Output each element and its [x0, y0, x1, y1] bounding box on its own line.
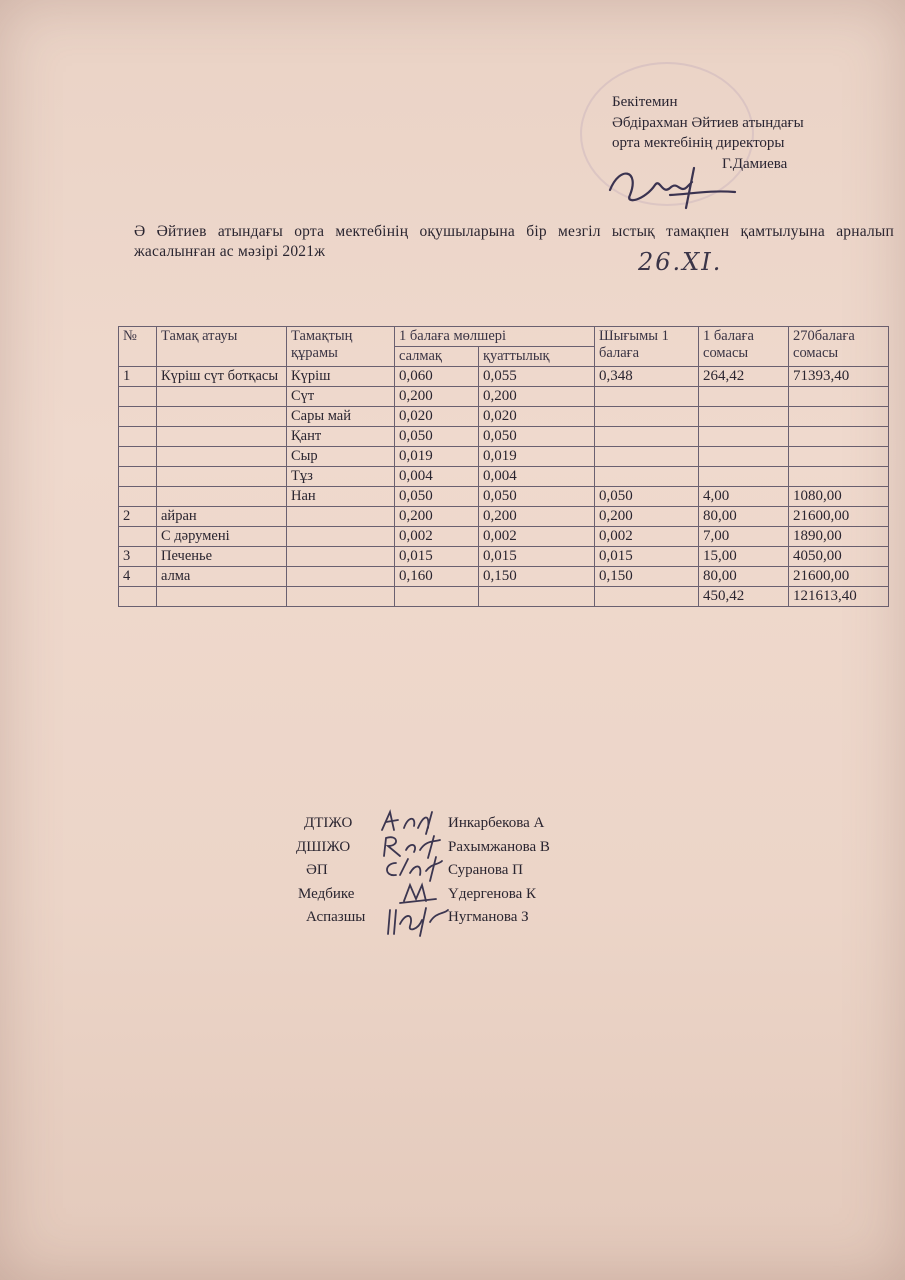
cell-name: С дәрумені — [157, 527, 287, 547]
signatory-row — [296, 906, 616, 930]
cell-expense: 0,150 — [595, 567, 699, 587]
cell-composition: Тұз — [287, 467, 395, 487]
cell-yield: 0,020 — [479, 407, 595, 427]
cell-composition: Нан — [287, 487, 395, 507]
cell-sum-per-child — [699, 447, 789, 467]
table-row — [119, 507, 889, 527]
director-signature — [600, 160, 740, 220]
table-row — [119, 467, 889, 487]
cell-no — [119, 407, 157, 427]
cell-name — [157, 427, 287, 447]
cell-sum-270 — [789, 427, 889, 447]
cell-no — [119, 387, 157, 407]
signatory-row — [296, 883, 616, 907]
cell-sum-270: 1890,00 — [789, 527, 889, 547]
cell-name — [157, 487, 287, 507]
signatory-role: Аспазшы — [306, 909, 366, 925]
header-sum-per-child: 1 балаға сомасы — [699, 327, 789, 367]
cell-expense — [595, 467, 699, 487]
table-row — [119, 407, 889, 427]
cell-yield: 0,002 — [479, 527, 595, 547]
cell-expense: 0,348 — [595, 367, 699, 387]
cell-weight: 0,002 — [395, 527, 479, 547]
cell-sum-per-child — [699, 407, 789, 427]
table-row — [119, 427, 889, 447]
cell-yield: 0,200 — [479, 507, 595, 527]
signatory-name: Нугманова З — [448, 909, 529, 925]
signatory-role: Медбике — [298, 885, 355, 902]
approval-title: Бекітемин — [612, 94, 678, 110]
header-food-name: Тамақ атауы — [157, 327, 287, 367]
cell-yield: 0,004 — [479, 467, 595, 487]
cell-sum-270: 4050,00 — [789, 547, 889, 567]
cell-sum-270 — [789, 447, 889, 467]
cell-expense: 0,002 — [595, 527, 699, 547]
cell-no — [119, 427, 157, 447]
cell-yield: 0,050 — [479, 487, 595, 507]
cell-composition: Қант — [287, 427, 395, 447]
cell-expense — [595, 427, 699, 447]
cell-expense: 0,200 — [595, 507, 699, 527]
cell-expense — [595, 387, 699, 407]
cell-expense — [595, 447, 699, 467]
menu-table — [118, 326, 889, 607]
cell-weight: 0,019 — [395, 447, 479, 467]
total-sum-270: 121613,40 — [789, 587, 889, 607]
cell-sum-270 — [789, 387, 889, 407]
cell-weight: 0,015 — [395, 547, 479, 567]
header-sum-270: 270балаға сомасы — [789, 327, 889, 367]
total-row — [119, 587, 889, 607]
cell-sum-per-child — [699, 427, 789, 447]
cell-yield: 0,055 — [479, 367, 595, 387]
handwritten-date: 26.XI. — [638, 248, 723, 276]
cell-sum-per-child: 80,00 — [699, 567, 789, 587]
cell-name — [157, 467, 287, 487]
header-composition: Тамақтың құрамы — [287, 327, 395, 367]
cell-expense: 0,050 — [595, 487, 699, 507]
cell-sum-per-child: 7,00 — [699, 527, 789, 547]
cell-weight: 0,060 — [395, 367, 479, 387]
cell-weight: 0,004 — [395, 467, 479, 487]
document-heading: Ә Әйтиев атындағы орта мектебінің оқушыларына бір мезгіл ыстық тамақпен қамтылуына арналып жасалынған ас мәзірі 2021ж — [134, 223, 894, 260]
cell-sum-270 — [789, 407, 889, 427]
cell-yield: 0,015 — [479, 547, 595, 567]
signatories-block — [296, 812, 616, 930]
cell-no: 4 — [119, 567, 157, 587]
header-number: № — [119, 327, 157, 367]
cell-sum-270 — [789, 467, 889, 487]
cell-no — [119, 447, 157, 467]
cell-weight: 0,200 — [395, 387, 479, 407]
header-expense: Шығымы 1 балаға — [595, 327, 699, 367]
approval-school: Әбдірахман Әйтиев атындағы — [612, 114, 804, 131]
cell-weight: 0,050 — [395, 427, 479, 447]
cell-yield: 0,019 — [479, 447, 595, 467]
cell-no: 1 — [119, 367, 157, 387]
cell-composition: Сыр — [287, 447, 395, 467]
cell-yield: 0,050 — [479, 427, 595, 447]
approval-position: орта мектебінің директоры — [612, 135, 785, 151]
cell-sum-per-child — [699, 467, 789, 487]
cell-no — [119, 527, 157, 547]
cell-sum-per-child: 15,00 — [699, 547, 789, 567]
cell-composition: Күріш — [287, 367, 395, 387]
cell-name: алма — [157, 567, 287, 587]
table-row — [119, 567, 889, 587]
director-name: Г.Дамиева — [722, 155, 788, 172]
cell-name — [157, 387, 287, 407]
cell-composition: Сүт — [287, 387, 395, 407]
signatory-name: Рахымжанова В — [448, 838, 550, 855]
cell-name: Күріш сүт ботқасы — [157, 367, 287, 387]
cell-name — [157, 447, 287, 467]
cell-sum-per-child: 4,00 — [699, 487, 789, 507]
cell-weight: 0,200 — [395, 507, 479, 527]
cell-weight: 0,020 — [395, 407, 479, 427]
cell-no — [119, 487, 157, 507]
table-row — [119, 387, 889, 407]
signatory-row — [296, 836, 616, 860]
cell-composition — [287, 547, 395, 567]
cell-sum-270: 71393,40 — [789, 367, 889, 387]
signature — [384, 904, 454, 947]
table-row — [119, 487, 889, 507]
header-per-child-amount: 1 балаға мөлшері — [395, 327, 595, 347]
signatory-role: ДТІЖО — [304, 815, 353, 831]
signatory-role: ӘП — [306, 862, 328, 878]
cell-sum-per-child: 264,42 — [699, 367, 789, 387]
signatory-name: Суранова П — [448, 862, 523, 878]
table-row — [119, 367, 889, 387]
cell-weight: 0,050 — [395, 487, 479, 507]
signatory-name: Инкарбекова А — [448, 815, 545, 831]
cell-yield: 0,200 — [479, 387, 595, 407]
cell-no — [119, 467, 157, 487]
header-weight: салмақ — [395, 347, 479, 367]
cell-composition: Сары май — [287, 407, 395, 427]
cell-name: айран — [157, 507, 287, 527]
table-row — [119, 527, 889, 547]
cell-no: 3 — [119, 547, 157, 567]
cell-expense: 0,015 — [595, 547, 699, 567]
cell-name — [157, 407, 287, 427]
cell-composition — [287, 527, 395, 547]
cell-yield: 0,150 — [479, 567, 595, 587]
cell-composition — [287, 567, 395, 587]
cell-no: 2 — [119, 507, 157, 527]
cell-sum-270: 21600,00 — [789, 567, 889, 587]
cell-sum-per-child: 80,00 — [699, 507, 789, 527]
signatory-name: Үдергенова К — [448, 885, 537, 902]
cell-expense — [595, 407, 699, 427]
cell-name: Печенье — [157, 547, 287, 567]
table-row — [119, 447, 889, 467]
cell-weight: 0,160 — [395, 567, 479, 587]
signatory-row — [296, 812, 616, 836]
cell-sum-per-child — [699, 387, 789, 407]
header-yield: қуаттылық — [479, 347, 595, 367]
cell-sum-270: 1080,00 — [789, 487, 889, 507]
table-row — [119, 547, 889, 567]
cell-composition — [287, 507, 395, 527]
signatory-role: ДШІЖО — [296, 838, 351, 855]
cell-sum-270: 21600,00 — [789, 507, 889, 527]
total-sum-per-child: 450,42 — [699, 587, 789, 607]
signatory-row — [296, 859, 616, 883]
